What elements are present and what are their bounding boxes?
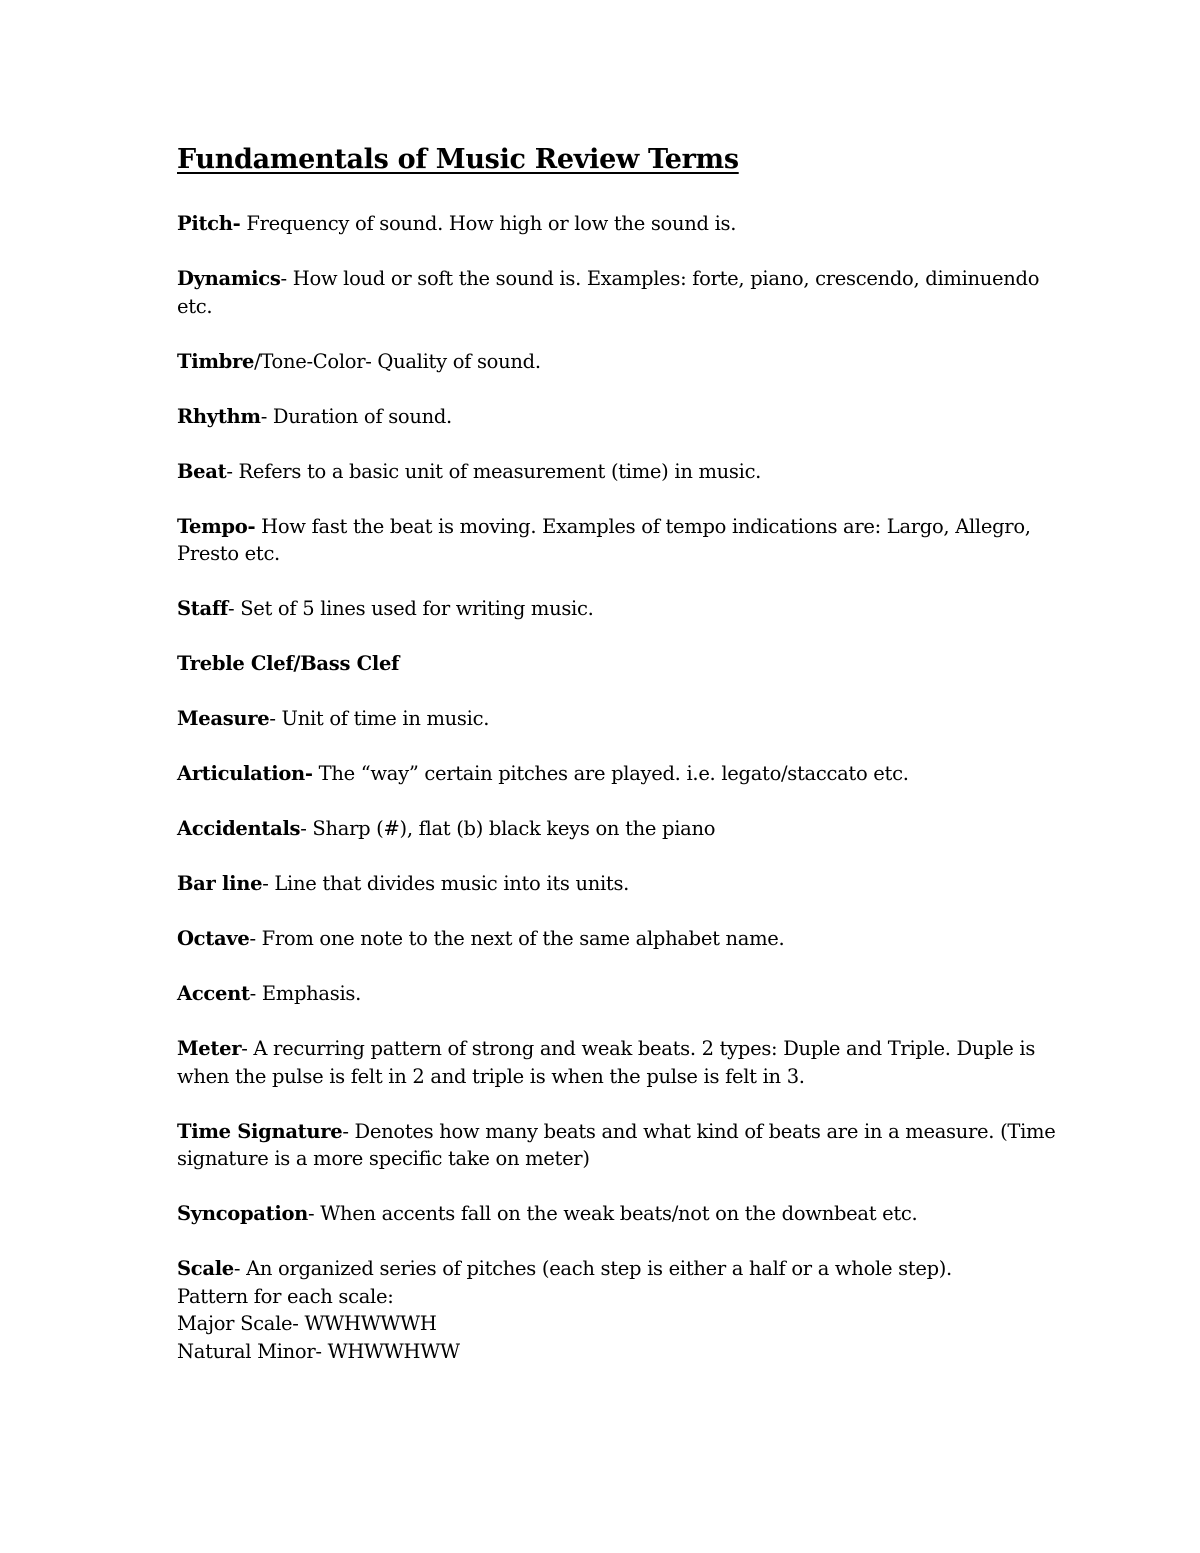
term-definition: How fast the beat is moving. Examples of tempo indications are: Largo, Allegro, Presto etc. (177, 514, 1031, 565)
term-name: Staff (177, 597, 229, 620)
term-entry-meter (177, 1035, 1057, 1090)
scale-pattern-major: Major Scale- WWHWWWH (177, 1312, 437, 1335)
term-entry-accidentals (177, 815, 1057, 843)
scale-pattern-heading: Pattern for each scale: (177, 1284, 394, 1308)
term-entry-beat (177, 458, 1057, 486)
term-name: Octave (177, 927, 250, 950)
term-name: Scale (177, 1257, 234, 1280)
term-entry-rhythm (177, 403, 1057, 431)
term-definition: - Duration of sound. (260, 404, 452, 428)
term-name: Tempo- (177, 514, 256, 538)
term-entry-staff (177, 595, 1057, 623)
term-definition: /Tone-Color- Quality of sound. (254, 349, 541, 373)
term-name: Bar line (177, 872, 263, 895)
term-entry-clefs (177, 650, 1057, 678)
document-title: Fundamentals of Music Review Terms (177, 144, 739, 175)
term-entry-pitch (177, 210, 1057, 238)
term-name: Measure (177, 707, 270, 730)
term-name: Meter (177, 1037, 242, 1060)
term-definition: - From one note to the next of the same alphabet name. (249, 927, 785, 950)
document-page (177, 140, 1057, 1393)
term-name: Pitch- (177, 212, 241, 235)
term-definition: The “way” certain pitches are played. i.e. legato/staccato etc. (312, 762, 909, 785)
term-entry-dynamics (177, 265, 1057, 320)
term-name: Time Signature (177, 1119, 343, 1143)
term-name: Articulation- (177, 762, 313, 785)
term-entry-tempo (177, 513, 1057, 568)
term-entry-timbre (177, 348, 1057, 376)
term-definition: - Unit of time in music. (269, 707, 490, 730)
term-entry-measure (177, 705, 1057, 733)
term-entry-accent (177, 980, 1057, 1008)
term-entry-octave (177, 925, 1057, 953)
term-definition: - How loud or soft the sound is. Examples: forte, piano, crescendo, diminuendo etc. (177, 267, 1040, 318)
term-name: Accent (177, 982, 250, 1005)
term-name: Beat (177, 459, 227, 483)
term-entry-syncopation (177, 1200, 1057, 1228)
term-definition: - An organized series of pitches (each step is either a half or a whole step). (233, 1257, 952, 1280)
term-name: Rhythm (177, 404, 261, 428)
term-definition: - Sharp (#), flat (b) black keys on the piano (300, 817, 716, 840)
term-definition: - Denotes how many beats and what kind of beats are in a measure. (Time signature is a more specific take on meter) (177, 1119, 1056, 1170)
term-definition: - Line that divides music into its units. (262, 872, 630, 895)
term-entry-time-signature (177, 1118, 1057, 1173)
scale-pattern-natural-minor: Natural Minor- WHWWHWW (177, 1339, 460, 1363)
term-definition: - Emphasis. (249, 982, 362, 1005)
term-definition: - A recurring pattern of strong and weak beats. 2 types: Duple and Triple. Duple is when the pulse is felt in 2 and triple is when the pulse is felt in 3. (177, 1037, 1036, 1088)
term-name: Accidentals (177, 817, 301, 840)
term-name: Dynamics (177, 267, 281, 290)
term-name: Syncopation (177, 1202, 309, 1225)
term-name: Treble Clef/Bass Clef (177, 652, 400, 675)
term-entry-articulation (177, 760, 1057, 788)
term-definition: - When accents fall on the weak beats/not on the downbeat etc. (308, 1202, 918, 1225)
term-entry-bar-line (177, 870, 1057, 898)
term-entry-scale (177, 1255, 1057, 1365)
term-definition: Frequency of sound. How high or low the sound is. (240, 212, 737, 235)
term-definition: - Set of 5 lines used for writing music. (228, 597, 594, 620)
term-name: Timbre (177, 349, 255, 373)
term-definition: - Refers to a basic unit of measurement (time) in music. (226, 459, 762, 483)
